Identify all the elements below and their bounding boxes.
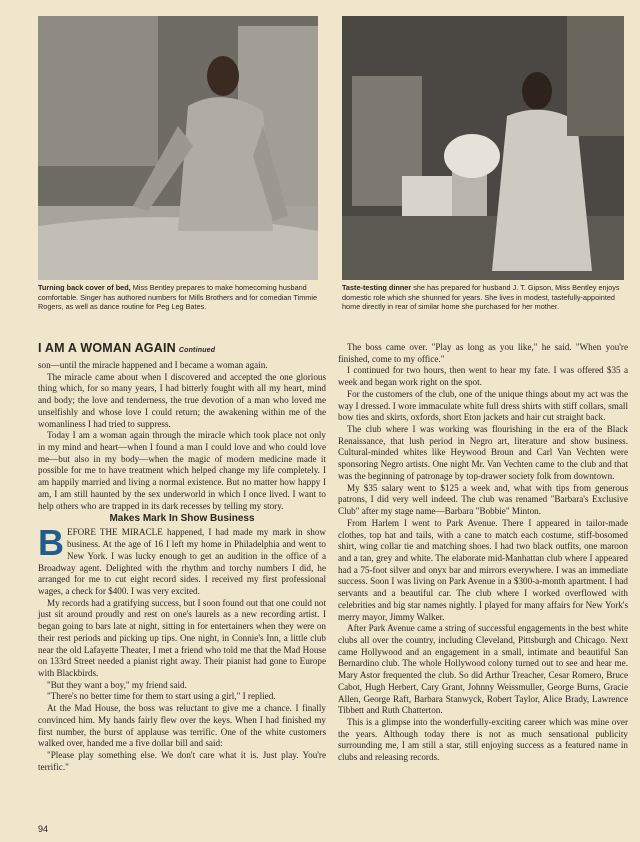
- article-title: I AM A WOMAN AGAIN: [38, 341, 176, 355]
- paragraph: The club where I was working was flourishing in the era of the Black Renaissance, that lush period in Negro art, literature and show business. Cultural-minded whites like Heywood Broun and Carl Van Vechten were sponsoring Negro artists. One night Mr. Van Vechten came to the club and that was the beginning of patronage by top-drawer society folk from downtown.: [338, 424, 628, 481]
- paragraph: At the Mad House, the boss was reluctant to give me a chance. I finally convinced him. My hands fairly flew over the keys. When I had finished my first number, the burst of applause was terrific. One of the white customers walked over, handed me a five dollar bill and said:: [38, 703, 326, 749]
- paragraph: After Park Avenue came a string of successful engagements in the best white clubs all over the country, including Cleveland, Pittsburgh and Chicago. Next came Hollywood and an engagement in a small, intimate and beautiful San Bernardino club. The whole Hollywood colony turned out to see and hear me. Mary Astor frequented the club. So did Arthur Treacher, Cesar Romero, Bruce Cabot, Hugh Herbert, Cary Grant, Johnny Weissmuller, George Burns, Gracie Allen, George Raft, Barbara Stanwyck, Robert Taylor, Alice Brady, Lawrence Tibbett and Ruth Chatterton.: [338, 623, 628, 716]
- paragraph: From Harlem I went to Park Avenue. There I appeared in tailor-made clothes, top hat and tails, with a cane to match each costume, stiff-bosomed shirt, wing collar tie and matching shoes. I had two black outfits, one maroon and a tan, grey and white. The elaborate mid-Manhattan club where I appeared had a 75-foot silver and onyx bar and mirrors everywhere. I was an immediate success. Soon I was living on Park Avenue in a $300-a-month apartment. I had servants and a beautiful car. The club where I worked overflowed with celebrities and big star names nightly. I played for many affairs for New York's merry mayor, Jimmy Walker.: [338, 517, 628, 622]
- paragraph: My records had a gratifying success, but I soon found out that one could not just sit around proudly and rest on one's laurels as a new recording artist. I began going to bars late at night, sitting in for entertainers when they were on their rest periods and picking up tips. One night, in Connie's Inn, a little club near the old Lafayette Theater, I met a friend who told me that the Mad House on 133rd Street needed a pianist right away. Their pianist had gone to Europe with Blackbirds.: [38, 597, 326, 678]
- page-number: 94: [38, 824, 49, 834]
- dropcap-paragraph: [38, 522, 326, 597]
- paragraph: For the customers of the club, one of the unique things about my act was the way I dressed. I wore immaculate white full dress shirts with stiff collars, small bow ties and skirts, oxfords, short Eton jackets and hair cut straight back.: [338, 388, 628, 423]
- article-header: [38, 343, 326, 357]
- paragraph: "There's no better time for them to start using a girl," I replied.: [47, 691, 276, 702]
- paragraph: "Please play something else. We don't care what it is. Just play. You're terrific.": [38, 750, 326, 772]
- photo-caption-right: [342, 283, 626, 312]
- paragraph: My $35 salary went to $125 a week and, what with tips from generous patrons, I did very well indeed. The club was renamed "Barbara's Exclusive Club" after my stage name—Barbara "Bobbie" Minton.: [338, 482, 628, 517]
- article-column-right: [338, 342, 628, 764]
- paragraph: Today I am a woman again through the miracle which took place not only in my mind and heart—when I found a man I could love and who could love me—but also in my body—when the magic of modern medicine made it possible for me to have treatment which helped change my life completely. I am happily married and living a normal existence. But no matter how happy I am, I am still haunted by the sex underworld in which I once lived. I want to help others who are trapped in its dark recesses by telling my story.: [38, 430, 326, 511]
- caption-left-lead: Turning back cover of bed,: [38, 283, 131, 292]
- section-subhead: Makes Mark In Show Business: [109, 513, 255, 525]
- woman-making-bed-photo: [38, 16, 318, 280]
- continued-label: Continued: [178, 347, 216, 354]
- caption-right-text: she has prepared for husband J. T. Gipson, Miss Bentley enjoys domestic role which she shunned for years. She lives in modest, tastefully-appointed home directly in rear of similar home she purchased for her mother.: [342, 283, 620, 312]
- paragraph: This is a glimpse into the wonderfully-exciting career which was mine over the years. Although today there is not as much sensational publicity surrounding me, I am still a star, still enjoying success as a featured name in clubs and releasing records.: [338, 717, 628, 763]
- dropcap-paragraph-text: EFORE THE MIRACLE happened, I had made my mark in show business. At the age of 16 I left my home in Philadelphia and went to New York. I was lucky enough to get an audition in the office of a Broadway agent. Delighted with the rhythm and torchy numbers I did, he arranged for me to cut eight record sides. I received my first professional wages, a check for $400. I was very excited.: [38, 527, 326, 596]
- article-column-left: [38, 343, 326, 773]
- paragraph: The boss came over. "Play as long as you like," he said. "When you're finished, come to my office.": [338, 342, 628, 364]
- paragraph: "But they want a boy," my friend said.: [47, 679, 187, 690]
- drop-cap-letter: B: [38, 522, 64, 564]
- caption-left-text: Miss Bentley prepares to make homecoming husband comfortable. Singer has authored numbers for Mills Brothers and for comedian Timmie Rogers, as well as dance routine for Peg Leg Bates.: [38, 283, 318, 312]
- photo-caption-left: [38, 283, 320, 312]
- caption-right-lead: Taste-testing dinner: [342, 283, 412, 292]
- paragraph: I continued for two hours, then went to hear my fate. I was offered $35 a week and began work right on the spot.: [338, 365, 628, 388]
- paragraph: son—until the miracle happened and I became a woman again.: [38, 360, 268, 370]
- paragraph: The miracle came about when I discovered and accepted the one glorious thing which, for so many years, I had bitterly fought with all my heart, mind and body; the love and tenderness, the true devotion of a man who loved me unselfishly and whose love I could return; the awakening within me of the womanliness I had tried to suppress.: [38, 371, 326, 429]
- woman-in-kitchen-photo: [342, 16, 624, 280]
